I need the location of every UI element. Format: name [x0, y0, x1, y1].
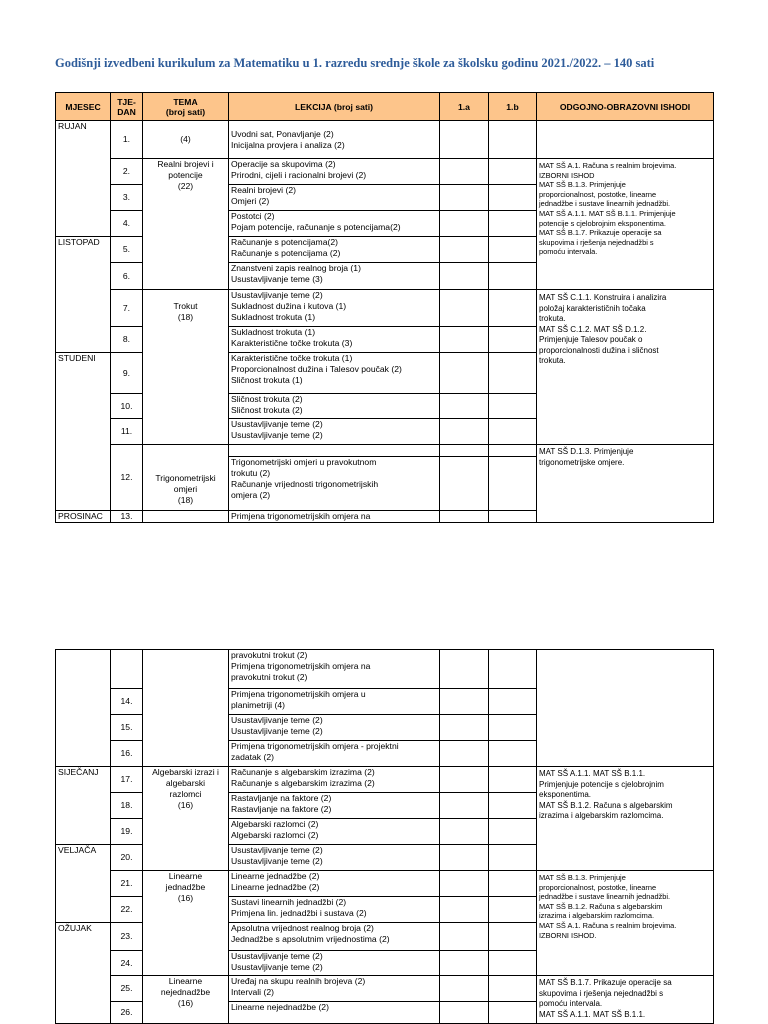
week-cell: 12. — [111, 445, 143, 511]
month-cell: STUDENI — [56, 353, 111, 511]
class-1b-cell — [489, 237, 537, 263]
text-line: MAT SŠ B.1.2. Računa s algebarskim — [539, 800, 673, 810]
text-line: proporcionalnost, postotke, linearne — [539, 882, 657, 892]
week-cell: 11. — [111, 419, 143, 445]
text-line: Usustavljivanje teme (2) — [231, 951, 323, 961]
text-line: Primjena trigonometrijskih omjera na — [231, 661, 371, 671]
class-1b-cell — [489, 394, 537, 419]
lesson-cell — [229, 976, 440, 1002]
text-line: Rastavljanje na faktore (2) — [231, 793, 332, 803]
header-mjesec: MJESEC — [56, 93, 111, 121]
text-line: Pojam potencije, računanje s potencijama(2) — [231, 222, 401, 232]
text-line: Proporcionalnost dužina i Talesov poučak (2) — [231, 364, 402, 374]
text-line: Linearne — [168, 976, 203, 986]
text-line: MAT SŠ A.1.1. MAT SŠ B.1.1. — [539, 1009, 646, 1019]
header-tjedan: TJE- DAN — [111, 93, 143, 121]
month-cell: SIJEČANJ — [56, 767, 111, 845]
week-cell: 16. — [111, 741, 143, 767]
class-1a-cell — [440, 1002, 489, 1024]
text-line: Uvodni sat, Ponavljanje (2) — [231, 128, 334, 139]
lesson-cell — [229, 419, 440, 445]
text-line: MAT SŠ C.1.2. MAT SŠ D.1.2. — [539, 324, 647, 334]
topic-cell — [143, 511, 229, 523]
header-1a: 1.a — [440, 93, 489, 121]
text-line: (18) — [177, 312, 194, 322]
text-line: Sukladnost trokuta (1) — [231, 312, 316, 322]
class-1a-cell — [440, 353, 489, 394]
text-line: Primjenjuje potencije s cjelobrojnim — [539, 779, 664, 789]
lesson-cell — [229, 327, 440, 353]
class-1a-cell — [440, 211, 489, 237]
week-cell: 10. — [111, 394, 143, 419]
text-line: Operacije sa skupovima (2) — [231, 159, 336, 169]
class-1b-cell — [489, 353, 537, 394]
text-line: (4) — [180, 134, 191, 144]
lesson-cell — [229, 923, 440, 951]
class-1b-cell — [489, 689, 537, 715]
class-1b-cell — [489, 185, 537, 211]
topic-cell — [143, 650, 229, 767]
class-1b-cell — [489, 715, 537, 741]
text-line: razlomci — [169, 789, 202, 799]
week-cell: 14. — [111, 689, 143, 715]
text-line: Računanje s algebarskim izrazima (2) — [231, 767, 375, 777]
table-row — [56, 445, 714, 457]
text-line: Računanje s potencijama (2) — [231, 248, 341, 258]
table-row — [56, 290, 714, 327]
text-line: izrazima i algebarskim razlomcima. — [539, 811, 664, 820]
text-line: Omjeri (2) — [231, 196, 270, 206]
text-line: Primjena trigonometrijskih omjera - projektni — [231, 741, 399, 751]
text-line: Linearne jednadžbe (2) — [231, 871, 320, 881]
lesson-cell — [229, 159, 440, 185]
class-1a-cell — [440, 511, 489, 523]
text-line: Sustavi linearnih jednadžbi (2) — [231, 897, 347, 907]
lesson-cell — [229, 1002, 440, 1024]
class-1a-cell — [440, 923, 489, 951]
lesson-cell — [229, 211, 440, 237]
class-1a-cell — [440, 185, 489, 211]
text-line: Usustavljivanje teme (2) — [231, 419, 323, 429]
week-cell: 7. — [111, 290, 143, 327]
header-tema: TEMA (broj sati) — [143, 93, 229, 121]
text-line: položaj karakterističnih točaka — [539, 303, 646, 313]
outcome-cell — [537, 121, 714, 159]
class-1a-cell — [440, 897, 489, 923]
text-line: MAT SŠ A.1.1. MAT SŠ B.1.1. — [539, 769, 646, 778]
text-line: Inicijalna provjera i analiza (2) — [231, 139, 345, 150]
topic-cell — [143, 767, 229, 871]
document-title: Godišnji izvedbeni kurikulum za Matematiku u 1. razredu srednje škole za školsku godinu 2021./2022. – 140 sati — [55, 56, 655, 70]
topic-cell — [143, 445, 229, 511]
header-ishodi: ODGOJNO-OBRAZOVNI ISHODI — [537, 93, 714, 121]
class-1a-cell — [440, 793, 489, 819]
text-line: Algebarski izrazi i — [152, 767, 219, 777]
lesson-cell — [229, 263, 440, 290]
text-line: IZBORNI ISHOD. — [539, 930, 597, 940]
text-line: pomoću intervala. — [539, 247, 598, 257]
week-cell: 1. — [111, 121, 143, 159]
week-cell: 18. — [111, 793, 143, 819]
lesson-cell — [229, 767, 440, 793]
lesson-cell — [229, 353, 440, 394]
text-line: Primjena lin. jednadžbi i sustava (2) — [231, 908, 367, 918]
text-line: MAT SŠ B.1.3. Primjenjuje — [539, 873, 626, 882]
class-1b-cell — [489, 951, 537, 976]
text-line: Linearne jednadžbe (2) — [231, 882, 320, 892]
class-1a-cell — [440, 650, 489, 689]
week-cell: 4. — [111, 211, 143, 237]
lesson-cell — [229, 897, 440, 923]
text-line: omjera (2) — [231, 490, 271, 500]
text-line: Intervali (2) — [231, 987, 274, 997]
outcome-cell — [537, 767, 714, 871]
week-cell: 19. — [111, 819, 143, 845]
week-cell: 25. — [111, 976, 143, 1002]
class-1b-cell — [489, 976, 537, 1002]
class-1b-cell — [489, 845, 537, 871]
class-1b-cell — [489, 650, 537, 689]
week-cell: 2. — [111, 159, 143, 185]
class-1b-cell — [489, 211, 537, 237]
text-line: Trigonometrijski — [155, 473, 216, 483]
class-1b-cell — [489, 819, 537, 845]
text-line: Usustavljivanje teme (2) — [231, 430, 323, 440]
lesson-cell — [229, 845, 440, 871]
lesson-cell — [229, 185, 440, 211]
class-1b-cell — [489, 159, 537, 185]
text-line: (16) — [177, 998, 194, 1008]
lesson-cell — [229, 445, 440, 457]
lesson-cell — [229, 819, 440, 845]
outcome-cell — [537, 871, 714, 976]
text-line: Postotci (2) — [231, 211, 275, 221]
lesson-cell — [229, 689, 440, 715]
text-line: Usustavljivanje teme (2) — [231, 856, 323, 866]
text-line: algebarski — [165, 778, 206, 788]
text-line: Sukladnost dužina i kutova (1) — [231, 301, 347, 311]
text-line: MAT SŠ B.1.2. Računa s algebarskim — [539, 901, 663, 911]
text-line: jednadžbe — [165, 882, 206, 892]
week-cell: 13. — [111, 511, 143, 523]
text-line: jednadžbe i sustave linearnih jednadžbi. — [539, 199, 671, 209]
class-1b-cell — [489, 511, 537, 523]
text-line: eksponentima. — [539, 790, 592, 799]
class-1a-cell — [440, 819, 489, 845]
week-cell: 17. — [111, 767, 143, 793]
text-line: Sličnost trokuta (2) — [231, 394, 303, 404]
lesson-cell — [229, 121, 440, 159]
class-1a-cell — [440, 976, 489, 1002]
lesson-cell — [229, 741, 440, 767]
table-row — [56, 871, 714, 897]
text-line: Računanje s algebarskim izrazima (2) — [231, 778, 375, 788]
week-cell: 15. — [111, 715, 143, 741]
outcome-cell — [537, 290, 714, 445]
text-line: (22) — [177, 181, 194, 191]
text-line: potencije s cjelobrojnim eksponentima. — [539, 218, 666, 228]
week-cell: 23. — [111, 923, 143, 951]
class-1a-cell — [440, 121, 489, 159]
class-1b-cell — [489, 327, 537, 353]
month-cell: RUJAN — [56, 121, 111, 237]
week-cell: 20. — [111, 845, 143, 871]
curriculum-table-part-2 — [55, 649, 714, 1024]
class-1b-cell — [489, 767, 537, 793]
text-line: Sukladnost trokuta (1) — [231, 327, 316, 337]
class-1a-cell — [440, 457, 489, 511]
class-1b-cell — [489, 445, 537, 457]
month-cell: VELJAČA — [56, 845, 111, 923]
text-line: potencije — [168, 170, 203, 180]
text-line: MAT SŠ B.1.3. Primjenjuje — [539, 180, 626, 190]
text-line: Karakteristične točke trokuta (1) — [231, 353, 353, 363]
text-line: skupovima i rješenja nejednadžbi s — [539, 237, 654, 247]
class-1a-cell — [440, 290, 489, 327]
lesson-cell — [229, 457, 440, 511]
text-line: MAT SŠ B.1.7. Prikazuje operacije sa — [539, 978, 672, 987]
lesson-cell — [229, 650, 440, 689]
text-line: MAT SŠ A.1.1. MAT SŠ B.1.1. Primjenjuje — [539, 208, 676, 218]
outcome-cell — [537, 976, 714, 1024]
topic-cell — [143, 121, 229, 159]
class-1a-cell — [440, 715, 489, 741]
week-cell — [111, 650, 143, 689]
text-line: Apsolutna vrijednost realnog broja (2) — [231, 923, 374, 933]
text-line: Usustavljivanje teme (2) — [231, 290, 323, 300]
text-line: pravokutni trokut (2) — [231, 672, 308, 682]
class-1b-cell — [489, 793, 537, 819]
text-line: omjeri — [173, 484, 198, 494]
text-line: Usustavljivanje teme (2) — [231, 845, 323, 855]
text-line: MAT SŠ A.1. Računa s realnim brojevima. — [539, 920, 677, 930]
table-row — [56, 650, 714, 689]
text-line: pomoću intervala. — [539, 999, 603, 1008]
header-row — [56, 93, 714, 121]
lesson-cell — [229, 951, 440, 976]
text-line: Usustavljivanje teme (2) — [231, 726, 323, 736]
text-line: skupovima i rješenja nejednadžbi s — [539, 988, 664, 998]
lesson-cell — [229, 511, 440, 523]
week-cell: 24. — [111, 951, 143, 976]
text-line: jednadžbe i sustave linearnih jednadžbi. — [539, 892, 671, 902]
text-line: Sličnost trokuta (1) — [231, 375, 303, 385]
text-line: Prirodni, cijeli i racionalni brojevi (2) — [231, 170, 367, 180]
table-row — [56, 976, 714, 1002]
lesson-cell — [229, 715, 440, 741]
text-line: Sličnost trokuta (2) — [231, 405, 303, 415]
text-line: trigonometrijske omjere. — [539, 457, 625, 467]
lesson-cell — [229, 237, 440, 263]
text-line: trokutu (2) — [231, 468, 271, 478]
lesson-cell — [229, 394, 440, 419]
text-line: Primjena trigonometrijskih omjera u — [231, 689, 366, 699]
lesson-cell — [229, 793, 440, 819]
text-line: Realni brojevi (2) — [231, 185, 296, 195]
month-cell: LISTOPAD — [56, 237, 111, 353]
text-line: Usustavljivanje teme (2) — [231, 715, 323, 725]
text-line: nejednadžbe — [160, 987, 211, 997]
class-1a-cell — [440, 237, 489, 263]
text-line: Računanje vrijednosti trigonometrijskih — [231, 479, 379, 489]
class-1a-cell — [440, 767, 489, 793]
lesson-cell — [229, 290, 440, 327]
class-1b-cell — [489, 741, 537, 767]
text-line: Jednadžbe s apsolutnim vrijednostima (2) — [231, 934, 390, 944]
text-line: proporcionalnosti dužina i sličnost — [539, 345, 659, 355]
class-1b-cell — [489, 897, 537, 923]
text-line: Linearne nejednadžbe (2) — [231, 1002, 329, 1012]
text-line: Realni brojevi i — [157, 159, 214, 169]
text-line: planimetriji (4) — [231, 700, 285, 710]
text-line: Računanje s potencijama(2) — [231, 237, 339, 247]
week-cell: 9. — [111, 353, 143, 394]
class-1a-cell — [440, 419, 489, 445]
week-cell: 5. — [111, 237, 143, 263]
class-1b-cell — [489, 871, 537, 897]
text-line: pravokutni trokut (2) — [231, 650, 308, 660]
class-1a-cell — [440, 394, 489, 419]
text-line: (18) — [177, 495, 194, 505]
outcome-cell — [537, 445, 714, 523]
text-line: Linearne — [168, 871, 203, 881]
month-cell — [56, 650, 111, 767]
class-1a-cell — [440, 871, 489, 897]
text-line: Rastavljanje na faktore (2) — [231, 804, 332, 814]
class-1b-cell — [489, 263, 537, 290]
month-cell: OŽUJAK — [56, 923, 111, 1024]
class-1b-cell — [489, 923, 537, 951]
class-1b-cell — [489, 419, 537, 445]
text-line: Algebarski razlomci (2) — [231, 819, 319, 829]
text-line: MAT SŠ C.1.1. Konstruira i analizira — [539, 293, 667, 302]
class-1a-cell — [440, 327, 489, 353]
outcome-cell — [537, 650, 714, 767]
text-line: Usustavljivanje teme (3) — [231, 274, 323, 284]
text-line: zadatak (2) — [231, 752, 274, 762]
class-1a-cell — [440, 951, 489, 976]
text-line: Trokut — [173, 301, 198, 311]
class-1a-cell — [440, 845, 489, 871]
table-row — [56, 121, 714, 159]
week-cell: 22. — [111, 897, 143, 923]
text-line: IZBORNI ISHOD — [539, 170, 595, 180]
text-line: (16) — [177, 893, 194, 903]
topic-cell — [143, 871, 229, 976]
text-line: Znanstveni zapis realnog broja (1) — [231, 263, 361, 273]
text-line: Trigonometrijski omjeri u pravokutnom — [231, 457, 377, 467]
text-line: izrazima i algebarskim razlomcima. — [539, 911, 654, 921]
text-line: MAT SŠ A.1. Računa s realnim brojevima. — [539, 161, 677, 170]
topic-cell — [143, 159, 229, 290]
class-1a-cell — [440, 445, 489, 457]
week-cell: 26. — [111, 1002, 143, 1024]
table-row — [56, 767, 714, 793]
month-cell: PROSINAC — [56, 511, 111, 523]
class-1b-cell — [489, 290, 537, 327]
text-line: (16) — [177, 800, 194, 810]
class-1b-cell — [489, 1002, 537, 1024]
week-cell: 8. — [111, 327, 143, 353]
text-line: MAT SŠ D.1.3. Primjenjuje — [539, 447, 634, 456]
text-line: Uređaj na skupu realnih brojeva (2) — [231, 976, 366, 986]
curriculum-table-part-1 — [55, 92, 714, 523]
lesson-cell — [229, 871, 440, 897]
week-cell: 6. — [111, 263, 143, 290]
outcome-cell — [537, 159, 714, 290]
text-line: trokuta. — [539, 356, 566, 365]
header-1b: 1.b — [489, 93, 537, 121]
class-1a-cell — [440, 741, 489, 767]
header-lekcija: LEKCIJA (broj sati) — [229, 93, 440, 121]
class-1a-cell — [440, 689, 489, 715]
class-1b-cell — [489, 457, 537, 511]
text-line: Karakteristične točke trokuta (3) — [231, 338, 353, 348]
week-cell: 3. — [111, 185, 143, 211]
text-line: Primjenjuje Talesov poučak o — [539, 335, 643, 344]
text-line: proporcionalnost, postotke, linearne — [539, 189, 657, 199]
week-cell: 21. — [111, 871, 143, 897]
class-1a-cell — [440, 263, 489, 290]
text-line: Algebarski razlomci (2) — [231, 830, 319, 840]
text-line: MAT SŠ B.1.7. Prikazuje operacije sa — [539, 228, 662, 238]
topic-cell — [143, 290, 229, 445]
table-row — [56, 159, 714, 185]
class-1b-cell — [489, 121, 537, 159]
class-1a-cell — [440, 159, 489, 185]
text-line: Usustavljivanje teme (2) — [231, 962, 323, 972]
text-line: trokuta. — [539, 314, 566, 323]
text-line: Primjena trigonometrijskih omjera na — [231, 511, 371, 521]
topic-cell — [143, 976, 229, 1024]
